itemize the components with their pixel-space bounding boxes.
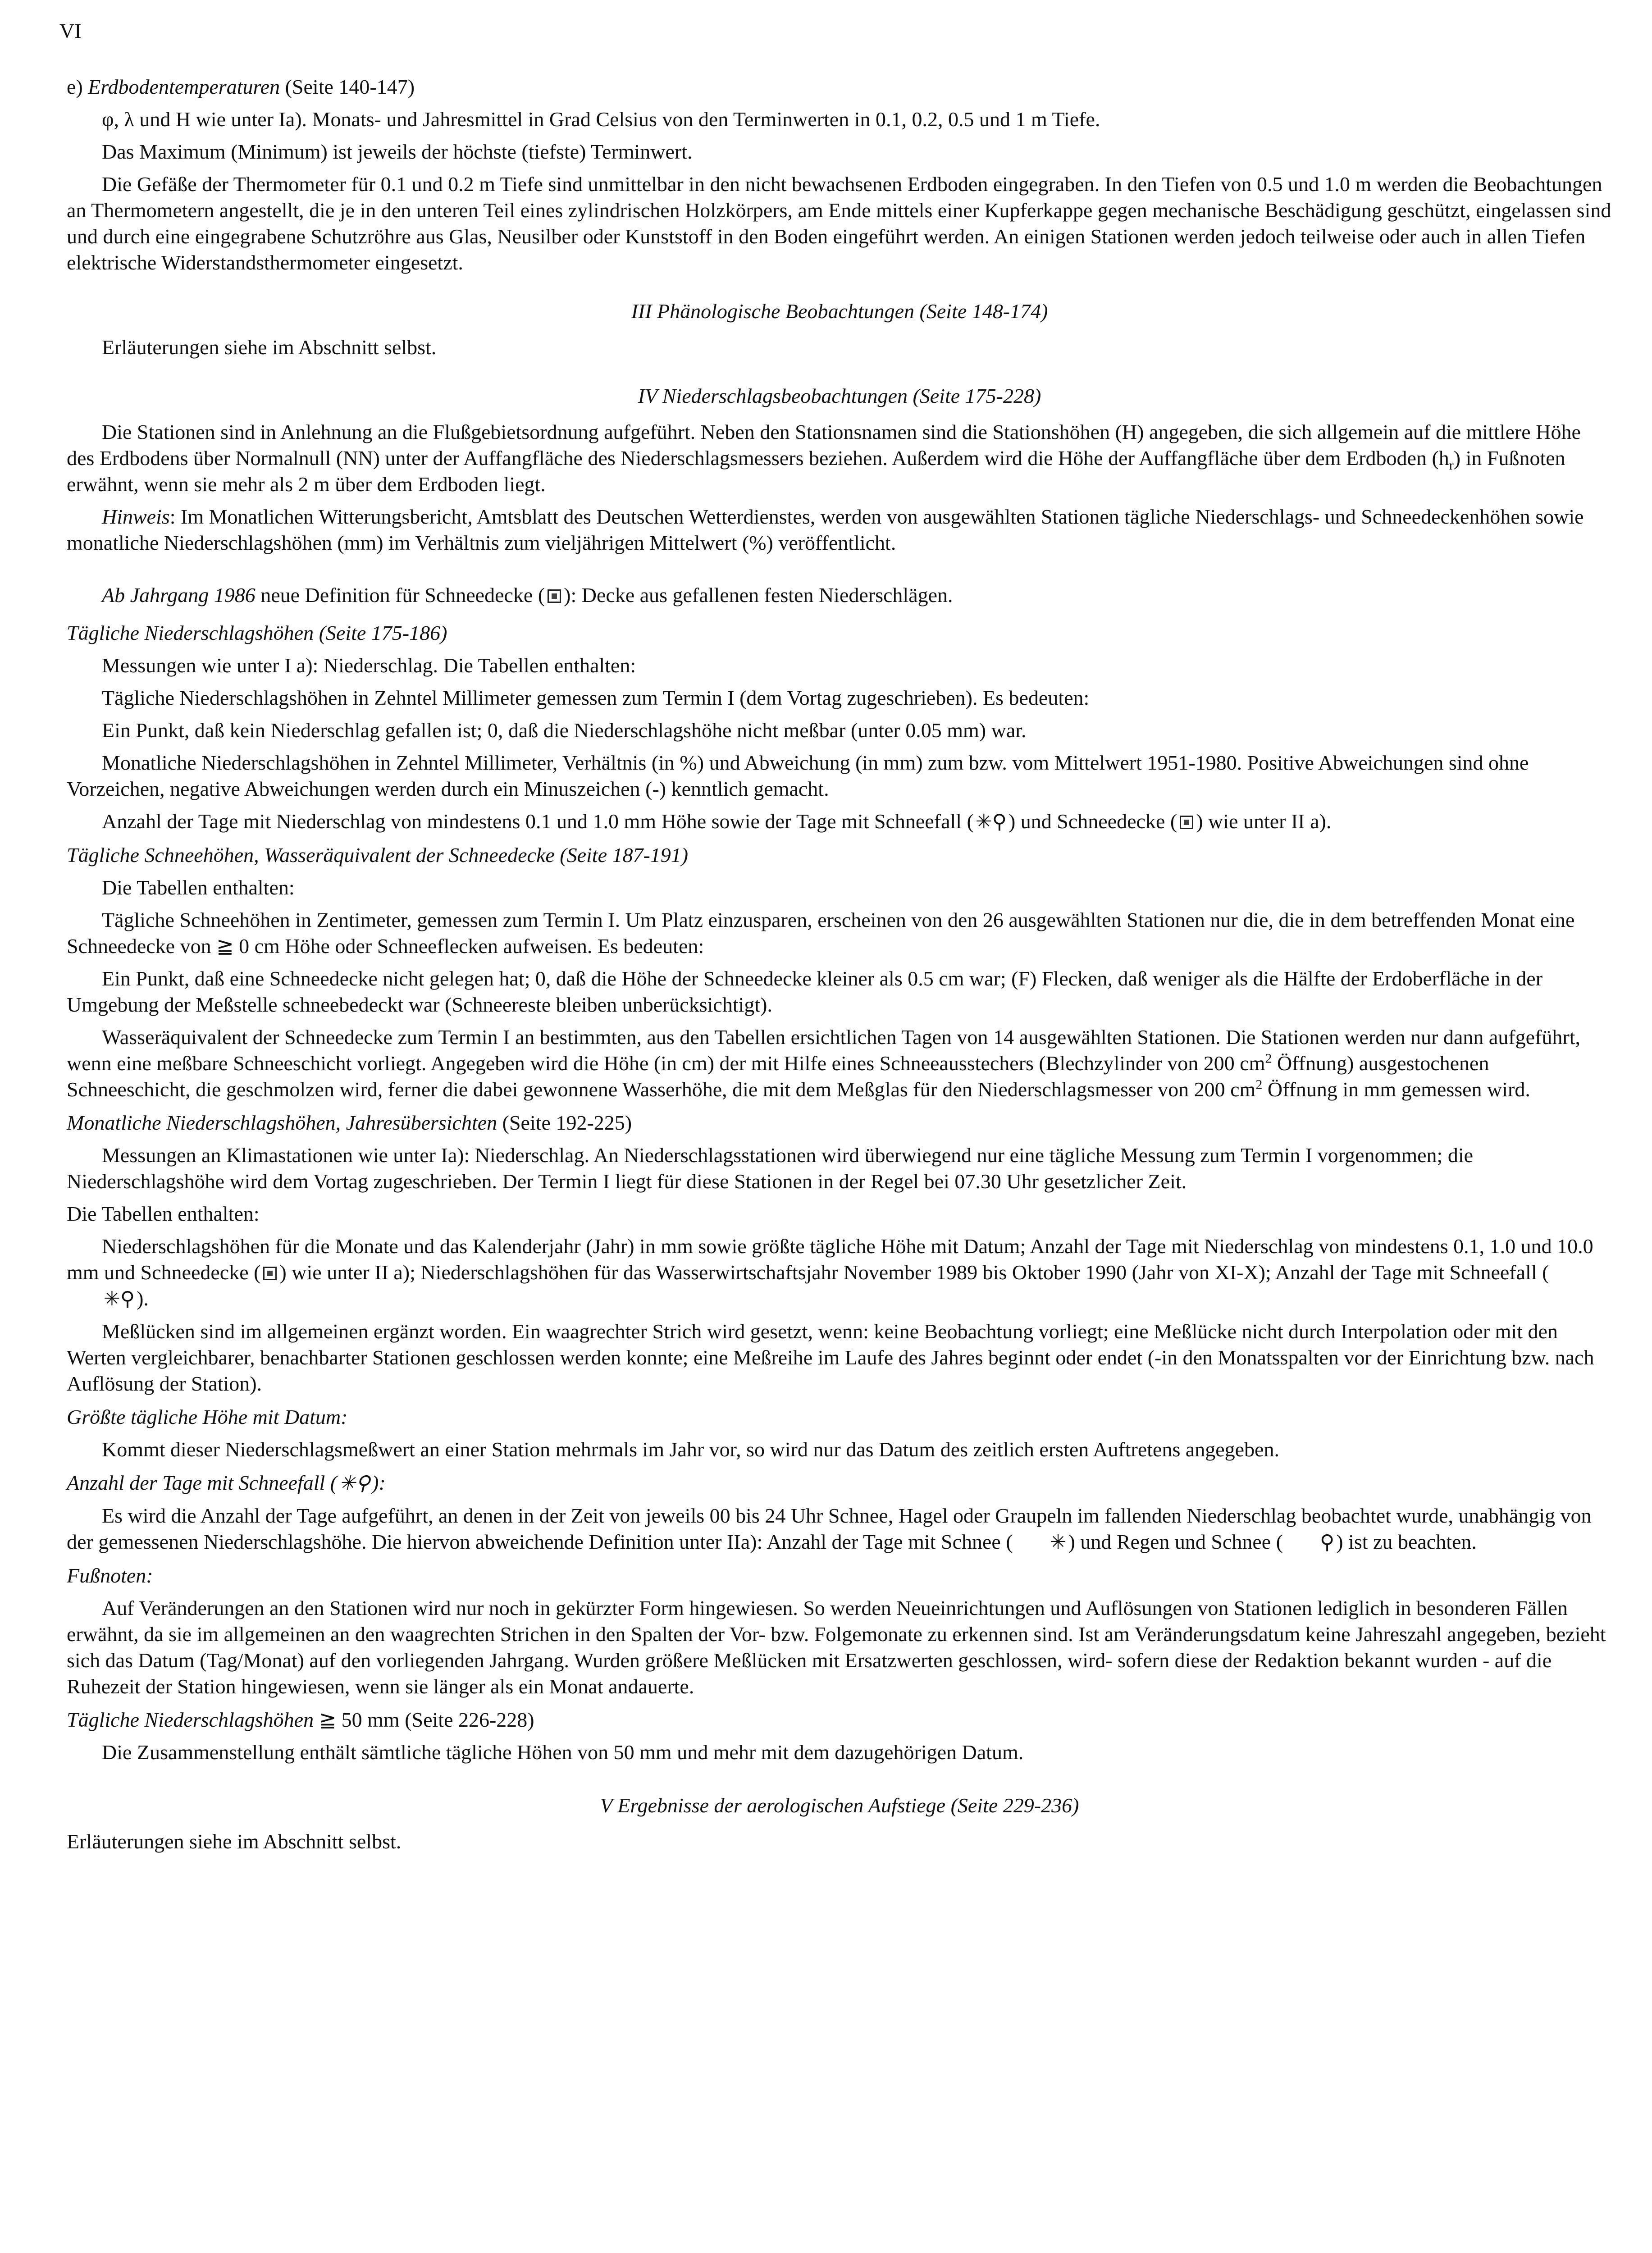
section-iv-jahrgang: Ab Jahrgang 1986 neue Definition für Schneedecke ( ): Decke aus gefallenen festen Niederschlägen. [102, 584, 953, 607]
schnee-heading: Tägliche Schneehöhen, Wasseräquivalent der Schneedecke (Seite 187-191) [67, 844, 689, 867]
monatlich-p4: Meßlücken sind im allgemeinen ergänzt worden. Ein waagrechter Strich wird gesetzt, wenn: keine Beobachtung vorliegt; eine Meßlücke nicht durch Interpolation oder mit den Werten vergleichbarer, benachbarter Stationen geschlossen werden konnte; eine Meßreihe im Laufe des Jahres beginnt oder endet (-in den Monatsspalten vor der Einrichtung bzw. nach Auflösung der Station). [67, 1320, 1594, 1395]
section-iv-p1: Die Stationen sind in Anlehnung an die Flußgebietsordnung aufgeführt. Neben den Stationsnamen sind die Stationshöhen (H) angegeben, die sich allgemein auf die mittlere Höhe des Erdbodens über Normalnull (NN) unter der Auffangfläche des Niederschlagsmessers beziehen. Außerdem wird die Höhe der Auffangfläche über dem Erdboden $(h_r)$ in Fußnoten erwähnt, wenn sie mehr als 2 m über dem Erdboden liegt. [67, 420, 1581, 496]
anzahl-heading: Anzahl der Tage mit Schneefall (✳︎⚲): [67, 1470, 1612, 1496]
rain-and-snow-icon: ⚲ [1320, 1531, 1335, 1553]
fussnoten-heading: Fußnoten: [67, 1564, 153, 1587]
schnee-p3: Ein Punkt, daß eine Schneedecke nicht gelegen hat; 0, daß die Höhe der Schneedecke kleiner als 0.5 cm war; (F) Flecken, daß weniger als die Hälfte der Erdoberfläche in der Umgebung der Meßstelle schneebedeckt war (Schneereste bleiben unberücksichtigt). [67, 967, 1543, 1016]
snowfall-icon: ✳︎⚲ [339, 1472, 370, 1494]
monatlich-p3: Niederschlagshöhen für die Monate und das Kalenderjahr (Jahr) in mm sowie größte tägliche Höhe mit Datum; Anzahl der Tage mit Niederschlag von mindestens 0.1, 1.0 und 10.0 mm und Schneedecke ( ) wie unter II a); Niederschlagshöhen für das Wasserwirtschaftsjahr November 1989 bis Oktober 1990 (Jahr von XI-X); Anzahl der Tage mit Schneefall (✳︎⚲). [67, 1233, 1612, 1312]
schnee-p1: Die Tabellen enthalten: [102, 876, 295, 899]
ueber50-text: Die Zusammenstellung enthält sämtliche tägliche Höhen von 50 mm und mehr mit dem dazugehörigen Datum. [102, 1741, 1024, 1764]
snow-cover-icon [1180, 816, 1193, 829]
taeglich-heading: Tägliche Niederschlagshöhen (Seite 175-186) [67, 621, 447, 644]
fussnoten-text: Auf Veränderungen an den Stationen wird nur noch in gekürzter Form hingewiesen. So werden Neueinrichtungen und Auflösungen von Stationen lediglich in besonderen Fällen erwähnt, da sie im allgemeinen an den waagrechten Strichen in den Spalten der Vor- bzw. Folgemonate zu erkennen sind. Ist am Veränderungsdatum keine Jahreszahl angegeben, bezieht sich das Datum (Tag/Monat) auf den vorliegenden Jahrgang. Wurden größere Meßlücken mit Ersatzwerten geschlossen, wird- sofern diese der Redaktion bekannt wurden - auf die Ruhezeit der Station hingewiesen, wenn sie länger als ein Monat andauerte. [67, 1596, 1606, 1698]
erdboden-p3: Die Gefäße der Thermometer für 0.1 und 0.2 m Tiefe sind unmittelbar in den nicht bewachsenen Erdboden eingegraben. In den Tiefen von 0.5 und 1.0 m werden die Beobachtungen an Thermometern angestellt, die je in den unteren Teil eines zylindrischen Holzkörpers, am Ende mittels einer Kupferkappe gegen mechanische Beschädigung geschützt, eingelassen sind und durch eine eingegrabene Schutzröhre aus Glas, Neusilber oder Kunststoff in den Boden eingeführt werden. An einigen Stationen werden jedoch teilweise oder auch in allen Tiefen elektrische Widerstandsthermometer eingesetzt. [67, 173, 1611, 274]
taeglich-p2: Tägliche Niederschlagshöhen in Zehntel Millimeter gemessen zum Termin I (dem Vortag zugeschrieben). Es bedeuten: [102, 686, 1090, 709]
snow-icon: ✳︎ [1050, 1531, 1067, 1553]
snowfall-icon: ✳︎⚲ [975, 811, 1007, 833]
monatlich-p2: Die Tabellen enthalten: [67, 1202, 260, 1225]
monatlich-heading: Monatliche Niederschlagshöhen, Jahresübersichten (Seite 192-225) [67, 1111, 632, 1134]
section-v-heading: V Ergebnisse der aerologischen Aufstiege (Seite 229-236) [600, 1794, 1079, 1817]
snow-cover-icon [263, 1267, 277, 1280]
section-v-text: Erläuterungen siehe im Abschnitt selbst. [67, 1830, 402, 1853]
groesste-heading: Größte tägliche Höhe mit Datum: [67, 1405, 348, 1428]
taeglich-p4: Monatliche Niederschlagshöhen in Zehntel Millimeter, Verhältnis (in %) und Abweichung (in mm) zum bzw. vom Mittelwert 1951-1980. Positive Abweichungen sind ohne Vorzeichen, negative Abweichungen werden durch ein Minuszeichen (-) kenntlich gemacht. [67, 751, 1529, 800]
monatlich-p1: Messungen an Klimastationen wie unter Ia): Niederschlag. An Niederschlagsstationen wird überwiegend nur eine tägliche Messung zum Termin I vorgenommen; die Niederschlagshöhe wird dem Vortag zugeschrieben. Der Termin I liegt für diese Stationen in der Regel bei 07.30 Uhr gesetzlicher Zeit. [67, 1144, 1474, 1193]
anzahl-text: Es wird die Anzahl der Tage aufgeführt, an denen in der Zeit von jeweils 00 bis 24 Uhr Schnee, Hagel oder Graupeln im fallenden Niederschlag beobachtet wurde, unabhängig von der gemessenen Niederschlagshöhe. Die hiervon abweichende Definition unter IIa): Anzahl der Tage mit Schnee ( ✳︎) und Regen und Schnee ( ⚲) ist zu beachten. [67, 1503, 1612, 1555]
page-number: VI [59, 19, 82, 42]
snow-cover-icon [548, 589, 561, 603]
erdboden-p1: φ, λ und H wie unter Ia). Monats- und Jahresmittel in Grad Celsius von den Terminwerten in 0.1, 0.2, 0.5 und 1 m Tiefe. [102, 108, 1100, 131]
schnee-p4: Wasseräquivalent der Schneedecke zum Termin I an bestimmten, aus den Tabellen ersichtlichen Tagen von 14 ausgewählten Stationen. Die Stationen werden nur dann aufgeführt, wenn eine meßbare Schneeschicht vorliegt. Angegeben wird die Höhe (in cm) der mit Hilfe eines Schneeausstechers (Blechzylinder von 200 $cm^2$ Öffnung) ausgestochenen Schneeschicht, die geschmolzen wird, ferner die dabei gewonnene Wasserhöhe, die mit dem Meßglas für den Niederschlagsmesser von 200 $cm^2$ Öffnung in mm gemessen wird. [67, 1026, 1580, 1101]
section-iii-text: Erläuterungen siehe im Abschnitt selbst. [102, 336, 437, 359]
section-iv-hinweis: Hinweis: Im Monatlichen Witterungsbericht, Amtsblatt des Deutschen Wetterdienstes, werden von ausgewählten Stationen tägliche Niederschlags- und Schneedeckenhöhen sowie monatliche Niederschlagshöhen (mm) im Verhältnis zum vieljährigen Mittelwert (%) veröffentlicht. [67, 505, 1584, 554]
schnee-p2: Tägliche Schneehöhen in Zentimeter, gemessen zum Termin I. Um Platz einzusparen, erscheinen von den 26 ausgewählten Stationen nur die, die in dem betreffenden Monat eine Schneedecke von ≧ 0 cm Höhe oder Schneeflecken aufweisen. Es bedeuten: [67, 908, 1575, 958]
taeglich-p5: Anzahl der Tage mit Niederschlag von mindestens 0.1 und 1.0 mm Höhe sowie der Tage mit Schneefall (✳︎⚲) und Schneedecke ( ) wie unter II a). [102, 808, 1612, 835]
ueber50-heading: Tägliche Niederschlagshöhen ≧ 50 mm (Seite 226-228) [67, 1708, 534, 1731]
erdboden-p2: Das Maximum (Minimum) ist jeweils der höchste (tiefste) Terminwert. [102, 140, 693, 163]
snowfall-icon: ✳︎⚲ [104, 1288, 135, 1310]
groesste-text: Kommt dieser Niederschlagsmeßwert an einer Station mehrmals im Jahr vor, so wird nur das Datum des zeitlich ersten Auftretens angegeben. [102, 1438, 1280, 1461]
taeglich-p1: Messungen wie unter I a): Niederschlag. Die Tabellen enthalten: [102, 654, 636, 677]
taeglich-p3: Ein Punkt, daß kein Niederschlag gefallen ist; 0, daß die Niederschlagshöhe nicht meßbar (unter 0.05 mm) war. [102, 719, 1027, 742]
section-iv-heading: IV Niederschlagsbeobachtungen (Seite 175-228) [638, 384, 1041, 407]
section-iii-heading: III Phänologische Beobachtungen (Seite 148-174) [631, 300, 1048, 323]
document-body [67, 18, 1612, 1855]
erdboden-heading: e) Erdbodentemperaturen (Seite 140-147) [67, 75, 415, 98]
